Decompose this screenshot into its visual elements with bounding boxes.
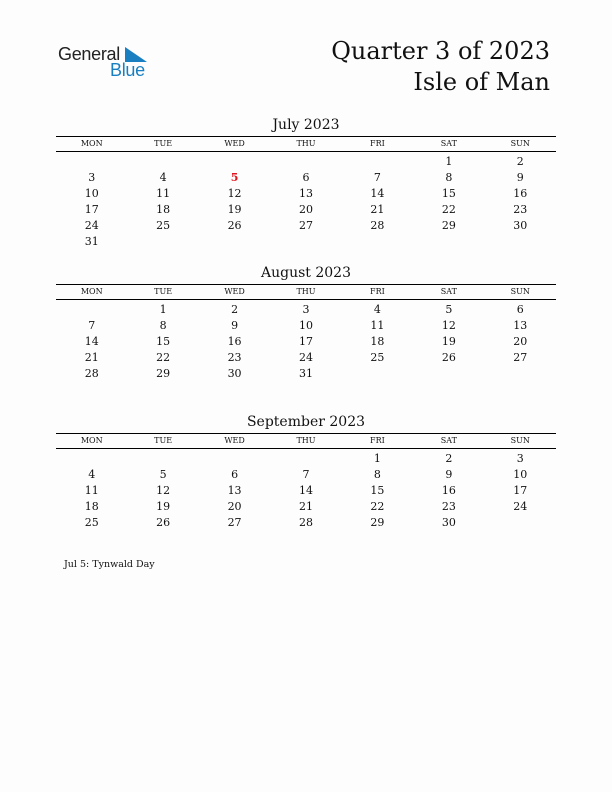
weekday-label: THU <box>296 436 316 445</box>
day-cell: 31 <box>298 367 313 380</box>
day-cell: 11 <box>156 187 171 200</box>
day-cell: 2 <box>516 155 524 168</box>
day-cell: 23 <box>227 351 242 364</box>
weekday-label: MON <box>80 139 103 148</box>
day-cell: 30 <box>227 367 242 380</box>
day-cell: 9 <box>445 468 453 481</box>
weekday-label: FRI <box>370 287 385 296</box>
day-cell: 5 <box>159 468 167 481</box>
day-cell: 10 <box>298 319 313 332</box>
weekday-label: TUE <box>154 139 173 148</box>
general-blue-logo <box>58 44 158 80</box>
day-cell: 19 <box>227 203 242 216</box>
day-cell: 20 <box>513 335 528 348</box>
day-cell: 11 <box>84 484 99 497</box>
day-cell: 19 <box>156 500 171 513</box>
weekday-label: SAT <box>440 436 457 445</box>
day-cell: 26 <box>156 516 171 529</box>
day-cell: 19 <box>441 335 456 348</box>
day-cell: 26 <box>227 219 242 232</box>
day-cell: 2 <box>445 452 453 465</box>
day-cell: 17 <box>513 484 528 497</box>
weekday-label: WED <box>224 139 245 148</box>
weekday-label: MON <box>80 436 103 445</box>
day-cell: 16 <box>513 187 528 200</box>
month-august <box>56 263 556 382</box>
day-cell: 29 <box>156 367 171 380</box>
day-cell: 8 <box>159 319 167 332</box>
page-title: Quarter 3 of 2023 <box>331 37 550 65</box>
day-cell: 28 <box>84 367 99 380</box>
day-cell: 27 <box>298 219 313 232</box>
day-cell: 14 <box>370 187 385 200</box>
day-cell: 11 <box>370 319 385 332</box>
day-cell: 24 <box>84 219 99 232</box>
day-cell: 21 <box>370 203 385 216</box>
day-cell: 10 <box>84 187 99 200</box>
month-september <box>56 412 556 531</box>
empty-day-cell <box>199 451 270 467</box>
month-title: September 2023 <box>246 414 366 430</box>
day-cell: 8 <box>373 468 381 481</box>
day-grid <box>56 451 556 531</box>
page-subtitle: Isle of Man <box>413 68 550 96</box>
day-cell: 9 <box>231 319 239 332</box>
day-cell: 14 <box>298 484 313 497</box>
day-cell: 16 <box>227 335 242 348</box>
day-cell: 16 <box>441 484 456 497</box>
day-cell: 27 <box>513 351 528 364</box>
day-cell: 22 <box>156 351 171 364</box>
empty-day-cell <box>56 451 127 467</box>
day-cell: 7 <box>88 319 96 332</box>
day-grid <box>56 154 556 250</box>
day-cell: 7 <box>302 468 310 481</box>
weekday-label: WED <box>224 287 245 296</box>
empty-day-cell <box>199 154 270 170</box>
weekday-label: SAT <box>440 287 457 296</box>
day-cell: 21 <box>84 351 99 364</box>
day-cell: 12 <box>227 187 242 200</box>
day-cell: 25 <box>370 351 385 364</box>
day-cell: 24 <box>298 351 313 364</box>
day-cell: 18 <box>370 335 385 348</box>
day-cell: 26 <box>441 351 456 364</box>
day-cell: 2 <box>231 303 239 316</box>
empty-day-cell <box>342 154 413 170</box>
day-cell: 1 <box>445 155 453 168</box>
weekday-label: SAT <box>440 139 457 148</box>
day-cell: 5 <box>445 303 453 316</box>
day-cell: 1 <box>373 452 381 465</box>
day-cell: 6 <box>302 171 310 184</box>
day-cell: 13 <box>513 319 528 332</box>
day-cell: 6 <box>516 303 524 316</box>
day-cell: 18 <box>84 500 99 513</box>
day-cell: 8 <box>445 171 453 184</box>
month-title: August 2023 <box>261 265 351 281</box>
holiday-day-cell: 5 <box>230 171 239 184</box>
day-cell: 15 <box>156 335 171 348</box>
logo-text-blue: Blue <box>110 60 145 80</box>
day-cell: 25 <box>156 219 171 232</box>
day-cell: 13 <box>298 187 313 200</box>
day-cell: 4 <box>159 171 167 184</box>
day-cell: 27 <box>227 516 242 529</box>
weekday-label: TUE <box>154 436 173 445</box>
month-title: July 2023 <box>272 117 340 133</box>
day-cell: 12 <box>156 484 171 497</box>
empty-day-cell <box>127 154 198 170</box>
weekday-header <box>56 433 556 449</box>
day-cell: 13 <box>227 484 242 497</box>
day-cell: 3 <box>88 171 96 184</box>
empty-day-cell <box>270 451 341 467</box>
weekday-label: SUN <box>510 436 530 445</box>
empty-day-cell <box>127 451 198 467</box>
weekday-label: TUE <box>154 287 173 296</box>
weekday-label: FRI <box>370 139 385 148</box>
day-grid <box>56 302 556 382</box>
day-cell: 4 <box>373 303 381 316</box>
day-cell: 29 <box>441 219 456 232</box>
weekday-label: FRI <box>370 436 385 445</box>
day-cell: 15 <box>370 484 385 497</box>
day-cell: 20 <box>227 500 242 513</box>
day-cell: 7 <box>373 171 381 184</box>
day-cell: 3 <box>516 452 524 465</box>
empty-day-cell <box>56 302 127 318</box>
day-cell: 6 <box>231 468 239 481</box>
day-cell: 25 <box>84 516 99 529</box>
day-cell: 10 <box>513 468 528 481</box>
day-cell: 22 <box>441 203 456 216</box>
day-cell: 14 <box>84 335 99 348</box>
weekday-header <box>56 284 556 300</box>
day-cell: 24 <box>513 500 528 513</box>
day-cell: 31 <box>84 235 99 248</box>
weekday-label: THU <box>296 287 316 296</box>
day-cell: 21 <box>298 500 313 513</box>
day-cell: 4 <box>88 468 96 481</box>
logo-text-general: General <box>58 44 120 64</box>
day-cell: 30 <box>513 219 528 232</box>
empty-day-cell <box>56 154 127 170</box>
weekday-label: MON <box>80 287 103 296</box>
empty-day-cell <box>270 154 341 170</box>
month-july <box>56 115 556 250</box>
day-cell: 30 <box>441 516 456 529</box>
day-cell: 29 <box>370 516 385 529</box>
weekday-label: THU <box>296 139 316 148</box>
weekday-label: WED <box>224 436 245 445</box>
weekday-label: SUN <box>510 139 530 148</box>
day-cell: 17 <box>298 335 313 348</box>
day-cell: 23 <box>513 203 528 216</box>
day-cell: 3 <box>302 303 310 316</box>
weekday-label: SUN <box>510 287 530 296</box>
holiday-note: Jul 5: Tynwald Day <box>64 559 155 570</box>
weekday-header <box>56 136 556 152</box>
day-cell: 17 <box>84 203 99 216</box>
day-cell: 28 <box>370 219 385 232</box>
day-cell: 22 <box>370 500 385 513</box>
day-cell: 18 <box>156 203 171 216</box>
day-cell: 23 <box>441 500 456 513</box>
day-cell: 1 <box>159 303 167 316</box>
day-cell: 9 <box>516 171 524 184</box>
day-cell: 28 <box>298 516 313 529</box>
day-cell: 15 <box>441 187 456 200</box>
day-cell: 12 <box>441 319 456 332</box>
day-cell: 20 <box>298 203 313 216</box>
